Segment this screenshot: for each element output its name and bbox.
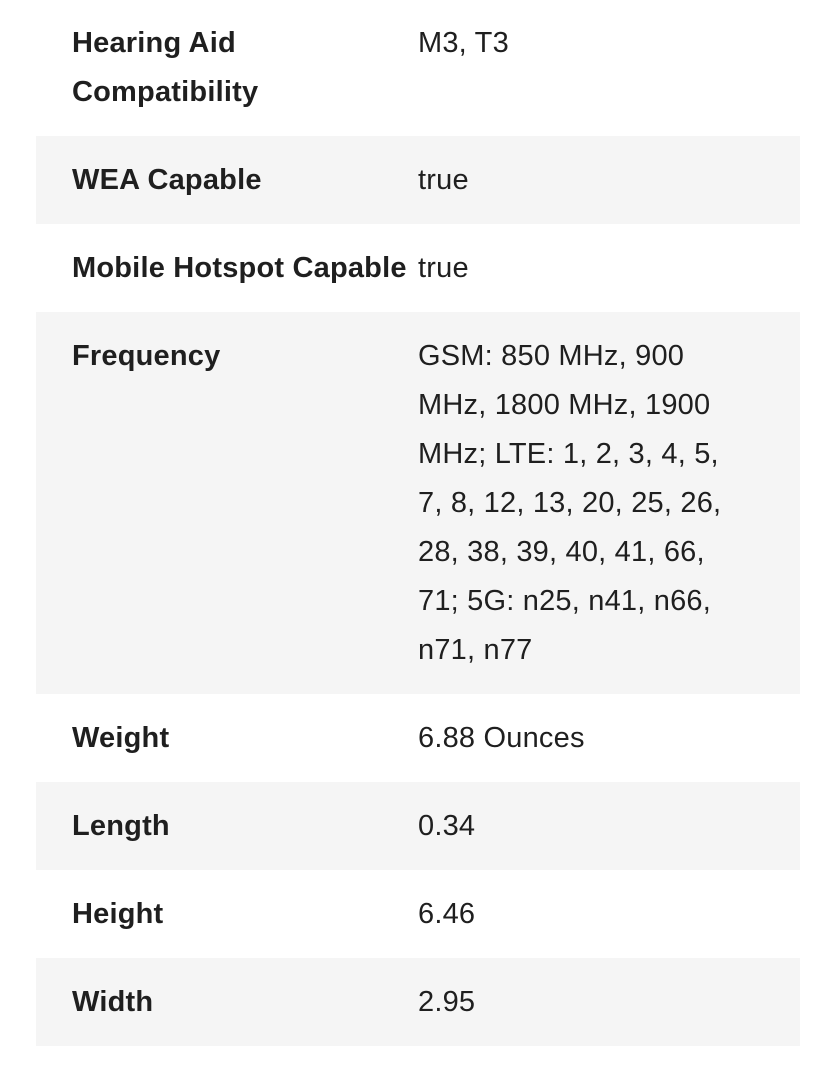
spec-value: 6.88 Ounces [418, 722, 585, 754]
spec-row-frequency [36, 312, 800, 694]
spec-value: M3, T3 [418, 27, 509, 59]
spec-label: WEA Capable [72, 164, 262, 196]
spec-value: GSM: 850 MHz, 900 MHz, 1800 MHz, 1900 MHz; LTE: 1, 2, 3, 4, 5, 7, 8, 12, 13, 20, 25, 26, 28, 38, 39, 40, 41, 66, 71; 5G: n25, n41, n66, n71, n77 [418, 340, 722, 666]
spec-row-length [36, 782, 800, 870]
spec-value: true [418, 252, 469, 284]
specifications-table [36, 0, 800, 1046]
spec-label: Mobile Hotspot Capable [72, 252, 407, 284]
spec-row-height [36, 870, 800, 958]
spec-label: Height [72, 898, 164, 930]
spec-row-hearing-aid-compatibility [36, 0, 800, 136]
spec-row-wea-capable [36, 136, 800, 224]
spec-label: Weight [72, 722, 170, 754]
spec-row-width [36, 958, 800, 1046]
spec-row-mobile-hotspot-capable [36, 224, 800, 312]
spec-label: Length [72, 810, 170, 842]
spec-row-weight [36, 694, 800, 782]
spec-value: true [418, 164, 469, 196]
spec-value: 6.46 [418, 898, 476, 930]
spec-label: Frequency [72, 340, 221, 372]
spec-label: Hearing Aid Compatibility [72, 27, 259, 108]
spec-value: 0.34 [418, 810, 476, 842]
spec-label: Width [72, 986, 154, 1018]
spec-value: 2.95 [418, 986, 476, 1018]
